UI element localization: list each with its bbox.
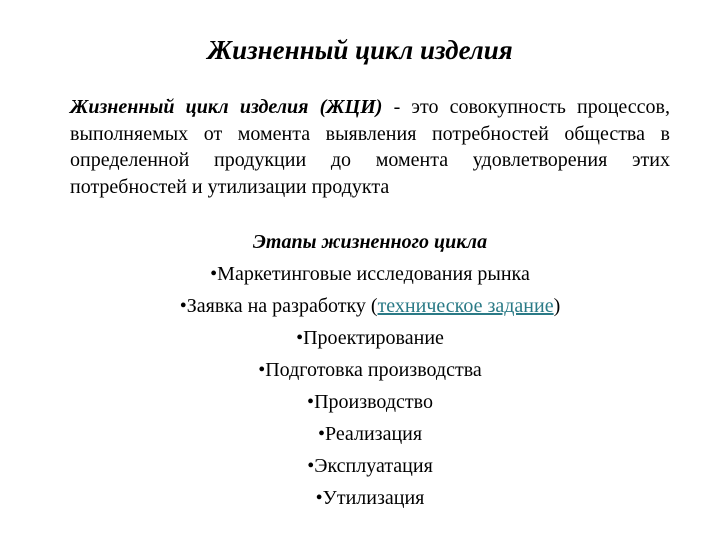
stage-item <box>60 386 680 418</box>
definition-paragraph <box>70 94 670 200</box>
stages-list <box>60 226 680 514</box>
stage-item <box>60 354 680 386</box>
stage-item <box>60 258 680 290</box>
stage-label: Реализация <box>324 423 423 445</box>
stage-item <box>60 482 680 514</box>
stage-item <box>60 290 680 322</box>
stage-item <box>60 322 680 354</box>
stage-label: Подготовка производства <box>265 359 482 381</box>
stage-label: Заявка на разработку ( <box>186 295 378 317</box>
slide-title: Жизненный цикл изделия <box>207 35 513 65</box>
bullet-icon: • <box>315 487 323 509</box>
stage-label: Утилизация <box>322 487 425 509</box>
stage-label: Проектирование <box>303 327 444 349</box>
bullet-icon: • <box>210 263 218 285</box>
stage-label-close: ) <box>553 295 561 317</box>
bullet-icon: • <box>258 359 266 381</box>
stage-item <box>60 450 680 482</box>
bullet-icon: • <box>317 423 325 445</box>
bullet-icon: • <box>307 455 315 477</box>
definition-text: - это совокупность процессов, выполняемых от момента выявления потребностей общества в определенной продукции до момента удовлетворения этих потребностей и утилизации продукта <box>70 96 670 198</box>
bullet-icon: • <box>179 295 187 317</box>
stage-item <box>60 418 680 450</box>
stages-heading: Этапы жизненного цикла <box>252 231 488 253</box>
technical-spec-link[interactable]: техническое задание <box>377 295 554 317</box>
bullet-icon: • <box>296 327 304 349</box>
definition-term: Жизненный цикл изделия (ЖЦИ) <box>70 96 383 118</box>
stage-label: Эксплуатация <box>314 455 433 477</box>
bullet-icon: • <box>307 391 315 413</box>
stage-label: Производство <box>314 391 433 413</box>
stage-label: Маркетинговые исследования рынка <box>217 263 530 285</box>
